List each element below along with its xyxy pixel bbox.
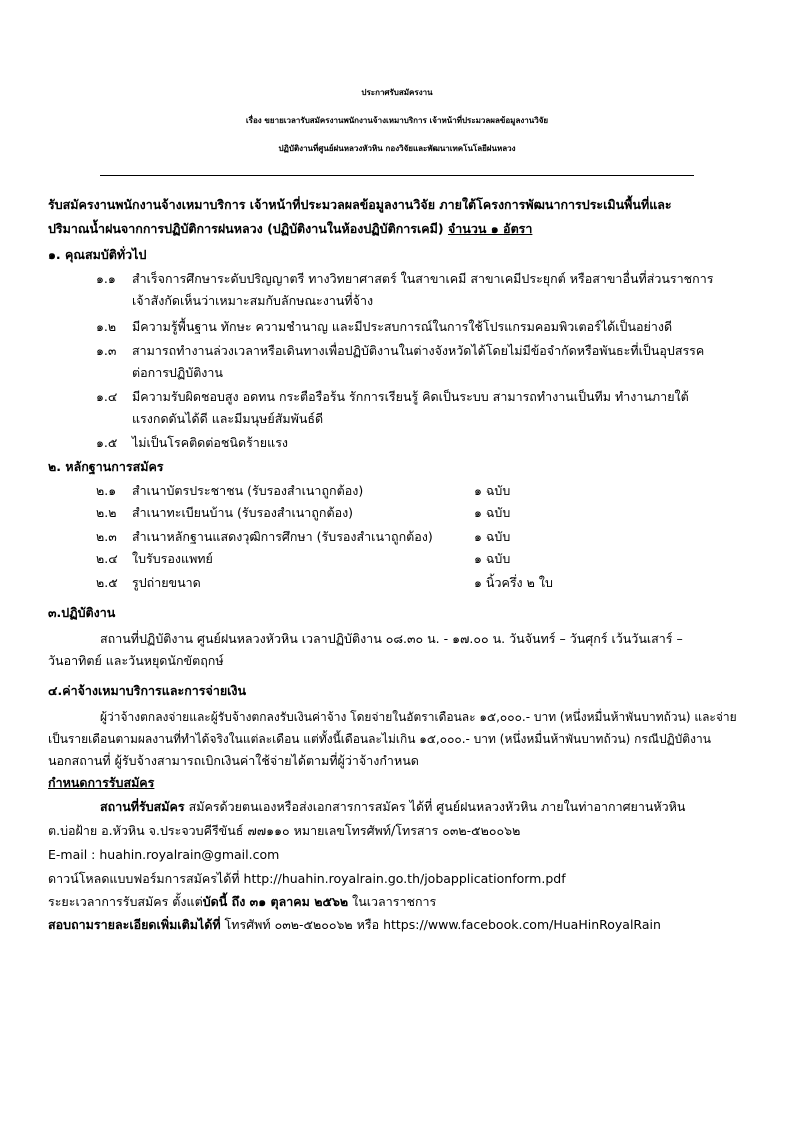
work-line-2: วันอาทิตย์ และวันหยุดนักขัตฤกษ์ xyxy=(48,653,224,668)
document-label: สำเนาบัตรประชาชน (รับรองสำเนาถูกต้อง) xyxy=(132,483,364,498)
schedule-place xyxy=(100,798,685,816)
document-label: สำเนาทะเบียนบ้าน (รับรองสำเนาถูกต้อง) xyxy=(132,505,354,520)
document-qty: ๑ นิ้วครึ่ง ๒ ใบ xyxy=(474,575,553,590)
document-label: รูปถ่ายขนาด xyxy=(132,575,201,590)
qualification-num: ๑.๓ xyxy=(96,343,117,358)
document-num: ๒.๑ xyxy=(96,483,117,498)
schedule-place-text: สมัครด้วยตนเองหรือส่งเอกสารการสมัคร ได้ที่ ศูนย์ฝนหลวงหัวหิน ภายในท่าอากาศยานหัวหิน xyxy=(184,799,686,814)
qualification-num: ๑.๑ xyxy=(96,271,116,286)
document-num: ๒.๔ xyxy=(96,551,118,566)
schedule-period xyxy=(48,893,436,911)
qualification-text-cont: แรงกดดันได้ดี และมีมนุษย์สัมพันธ์ดี xyxy=(132,411,324,426)
header-divider xyxy=(100,175,694,176)
pay-line-3: นอกสถานที่ ผู้รับจ้างสามารถเบิกเงินค่าใช้จ่ายได้ตามที่ผู้ว่าจ้างกำหนด xyxy=(48,753,419,768)
section-documents-heading: ๒. หลักฐานการสมัคร xyxy=(48,459,164,474)
schedule-place-label: สถานที่รับสมัคร xyxy=(100,799,185,814)
pay-line-1: ผู้ว่าจ้างตกลงจ่ายและผู้รับจ้างตกลงรับเงินค่าจ้าง โดยจ่ายในอัตราเดือนละ ๑๕,๐๐๐.- บาท (หนึ่งหมื่นห้าพันบาทถ้วน) และจ่าย xyxy=(100,710,737,724)
qualification-text-cont: เจ้าสังกัดเห็นว่าเหมาะสมกับลักษณะงานที่จ้าง xyxy=(132,293,374,308)
schedule-period-suffix: ในเวลาราชการ xyxy=(348,894,437,909)
qualification-num: ๑.๔ xyxy=(96,389,118,404)
qualification-text: มีความรับผิดชอบสูง อดทน กระตือรือร้น รักการเรียนรู้ คิดเป็นระบบ สามารถทำงานเป็นทีม ทำงานภายใต้ xyxy=(132,389,689,404)
schedule-contact-text[interactable]: โทรศัพท์ ๐๓๒-๕๒๐๐๖๒ หรือ https://www.facebook.com/HuaHinRoyalRain xyxy=(220,917,661,932)
schedule-email[interactable]: E-mail : huahin.royalrain@gmail.com xyxy=(48,847,280,862)
schedule-contact xyxy=(48,916,661,934)
pay-line-2: เป็นรายเดือนตามผลงานที่ทำได้จริงในแต่ละเดือน แต่ทั้งนี้เดือนละไม่เกิน ๑๕,๐๐๐.- บาท (หนึ่งหมื่นห้าพันบาทถ้วน) กรณีปฏิบัติงาน xyxy=(48,732,711,746)
schedule-period-prefix: ระยะเวลาการรับสมัคร ตั้งแต่ xyxy=(48,894,203,909)
section-work-heading: ๓.ปฏิบัติงาน xyxy=(48,605,116,620)
intro-count: จำนวน ๑ อัตรา xyxy=(447,221,533,236)
qualification-num: ๑.๒ xyxy=(96,319,117,334)
document-num: ๒.๕ xyxy=(96,575,118,590)
subject-line-2: ปฏิบัติงานที่ศูนย์ฝนหลวงหัวหิน กองวิจัยและพัฒนาเทคโนโลยีฝนหลวง xyxy=(278,144,516,153)
subject-line-1: เรื่อง ขยายเวลารับสมัครงานพนักงานจ้างเหมาบริการ เจ้าหน้าที่ประมวลผลข้อมูลงานวิจัย xyxy=(245,116,549,125)
document-label: สำเนาหลักฐานแสดงวุฒิการศึกษา (รับรองสำเนาถูกต้อง) xyxy=(132,529,433,544)
document-label: ใบรับรองแพทย์ xyxy=(132,551,213,566)
document-num: ๒.๓ xyxy=(96,529,117,544)
intro-line-1: รับสมัครงานพนักงานจ้างเหมาบริการ เจ้าหน้าที่ประมวลผลข้อมูลงานวิจัย ภายใต้โครงการพัฒนาการประเมินพื้นที่และ xyxy=(48,197,672,212)
document-qty: ๑ ฉบับ xyxy=(474,529,511,544)
intro-line-2-text: ปริมาณน้ำฝนจากการปฏิบัติการฝนหลวง (ปฏิบัติงานในห้องปฏิบัติการเคมี) xyxy=(48,221,444,236)
qualification-text: สามารถทำงานล่วงเวลาหรือเดินทางเพื่อปฏิบัติงานในต่างจังหวัดได้โดยไม่มีข้อจำกัดหรือพันธะที่เป็นอุปสรรค xyxy=(132,343,705,358)
qualification-text: มีความรู้พื้นฐาน ทักษะ ความชำนาญ และมีประสบการณ์ในการใช้โปรแกรมคอมพิวเตอร์ได้เป็นอย่างดี xyxy=(132,319,673,334)
schedule-period-dates: บัดนี้ ถึง ๓๑ ตุลาคม ๒๕๖๒ xyxy=(202,894,349,909)
qualification-num: ๑.๕ xyxy=(96,435,118,450)
section-qualifications-heading: ๑. คุณสมบัติทั่วไป xyxy=(48,247,147,262)
qualification-text: สำเร็จการศึกษาระดับปริญญาตรี ทางวิทยาศาสตร์ ในสาขาเคมี สาขาเคมีประยุกต์ หรือสาขาอื่นที่ส่วนราชการ xyxy=(132,271,714,286)
schedule-address: ต.บ่อฝ้าย อ.หัวหิน จ.ประจวบคีรีขันธ์ ๗๗๑๑๐ หมายเลขโทรศัพท์/โทรสาร ๐๓๒-๕๒๐๐๖๒ xyxy=(48,823,521,838)
section-schedule-heading: กำหนดการรับสมัคร xyxy=(48,775,155,790)
document-qty: ๑ ฉบับ xyxy=(474,483,511,498)
document-qty: ๑ ฉบับ xyxy=(474,505,511,520)
section-pay-heading: ๔.ค่าจ้างเหมาบริการและการจ่ายเงิน xyxy=(48,683,247,698)
document-qty: ๑ ฉบับ xyxy=(474,551,511,566)
document-num: ๒.๒ xyxy=(96,505,117,520)
qualification-text: ไม่เป็นโรคติดต่อชนิดร้ายแรง xyxy=(132,435,289,450)
schedule-contact-label: สอบถามรายละเอียดเพิ่มเติมได้ที่ xyxy=(48,917,221,932)
work-line-1: สถานที่ปฏิบัติงาน ศูนย์ฝนหลวงหัวหิน เวลาปฏิบัติงาน ๐๘.๓๐ น. - ๑๗.๐๐ น. วันจันทร์ – วันศุกร์ เว้นวันเสาร์ – xyxy=(100,631,683,646)
page-title: ประกาศรับสมัครงาน xyxy=(361,88,433,97)
schedule-download[interactable]: ดาวน์โหลดแบบฟอร์มการสมัครได้ที่ http://huahin.royalrain.go.th/jobapplicationform.pdf xyxy=(48,871,566,886)
qualification-text-cont: ต่อการปฏิบัติงาน xyxy=(132,365,223,380)
intro-line-2 xyxy=(48,220,532,238)
